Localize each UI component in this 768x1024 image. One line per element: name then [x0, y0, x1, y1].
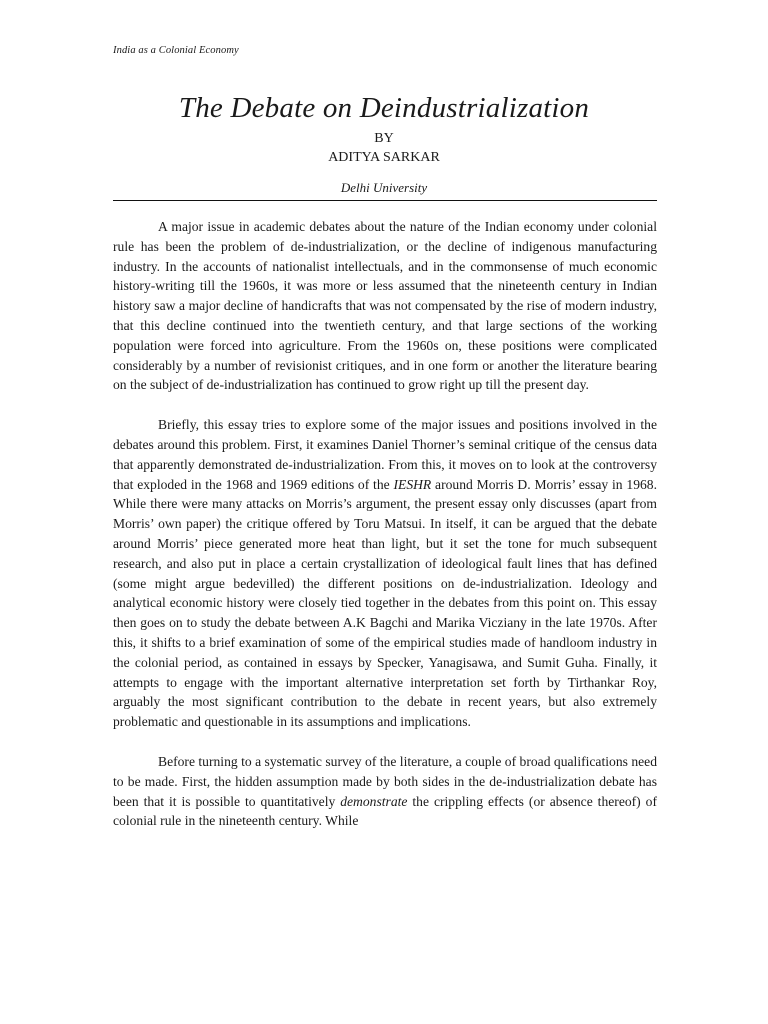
emphasis-word: demonstrate — [340, 793, 408, 809]
paragraph-3-text-part2: the crippling effects (or absence thereof) of colonial rule in the nineteenth century. While — [113, 793, 657, 829]
author-affiliation: Delhi University — [340, 180, 428, 195]
paragraph-2-text-part1: Briefly, this essay tries to explore some of the major issues and positions involved in the debates around this problem. First, it examines Daniel Thorner’s seminal critique of the census data that apparently demonstrated de-industrialization. From this, it moves on to look at the controversy that exploded in the 1968 and 1969 editions of the — [113, 417, 657, 492]
paragraph-1 — [113, 217, 657, 395]
article-body — [113, 217, 657, 851]
journal-name: IESHR — [393, 476, 432, 492]
paragraph-3 — [113, 752, 657, 831]
paragraph-2 — [113, 415, 657, 732]
by-label: BY — [374, 131, 394, 146]
paragraph-3-text-part1: Before turning to a systematic survey of the literature, a couple of broad qualifications need to be made. First, the hidden assumption made by both sides in the de-industrialization debate has been that it is possible to quantitatively — [113, 753, 657, 809]
paragraph-1-text: A major issue in academic debates about the nature of the Indian economy under colonial rule has been the problem of de-industrialization, or the decline of indigenous manufacturing industry. In the accounts of nationalist intellectuals, and in the commonsense of much economic history-writing till the 1960s, it was more or less assumed that the nineteenth century in Indian history saw a major decline of handicrafts that was not compensated by the rise of modern industry, that this decline continued into the twentieth century, and that large sections of the working population were forced into agriculture. From the 1960s on, these positions were complicated considerably by a number of revisionist critiques, and in one form or another the literature bearing on the subject of de-industrialization has continued to grow right up till the present day. — [113, 219, 657, 393]
byline — [0, 129, 768, 167]
author-name: ADITYA SARKAR — [328, 150, 440, 165]
running-header: India as a Colonial Economy — [113, 45, 239, 56]
header-divider — [113, 200, 657, 201]
article-title: The Debate on Deindustrialization — [178, 92, 590, 124]
paragraph-2-text-part2: around Morris D. Morris’ essay in 1968. While there were many attacks on Morris’s argument, the present essay only discusses (apart from Morris’ own paper) the critique offered by Toru Matsui. In itself, it can be argued that the debate around Morris’ piece generated more heat than light, but it set the tone for much subsequent research, and also put in place a certain crystallization of ideological fault lines that has defined (some might argue bedevilled) the different positions on de-industrialization. Ideology and analytical economic history were closely tied together in the debates from this point on. This essay then goes on to study the debate between A.K Bagchi and Marika Vicziany in the late 1970s. After this, it shifts to a brief examination of some of the empirical studies made of handloom industry in the colonial period, as contained in essays by Specker, Yanagisawa, and Sumit Guha. Finally, it attempts to engage with the important alternative interpretation set forth by Tirthankar Roy, arguably the most significant contribution to the debate in recent years, but also extremely problematic and questionable in its assumptions and implications. — [113, 476, 657, 730]
